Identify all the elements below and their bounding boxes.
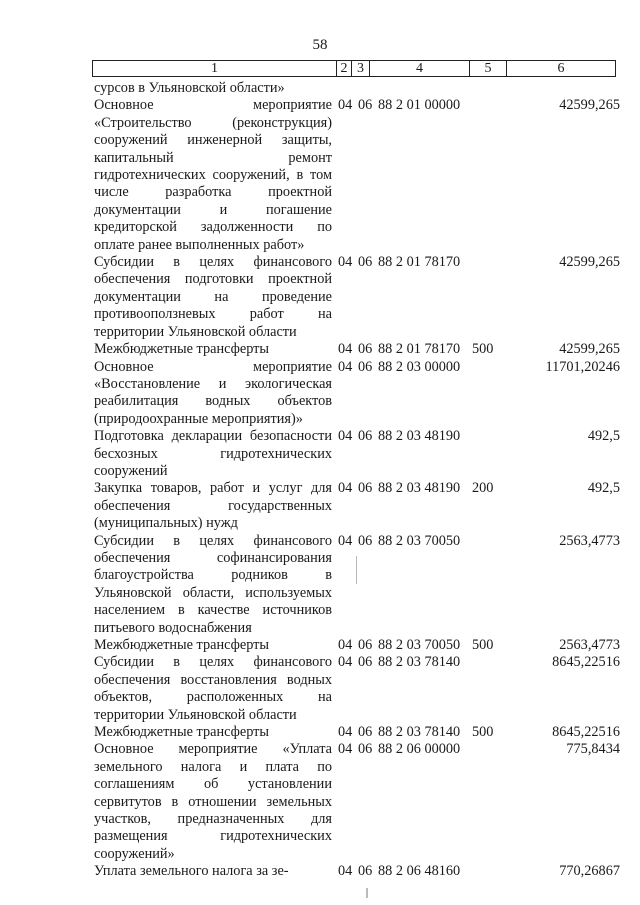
row-subsection: 06 xyxy=(358,254,373,271)
row-name: Межбюджетные трансферты xyxy=(94,341,270,358)
row-target-code xyxy=(378,80,472,97)
row-name: Субсидии в целях финансового обеспечения подготовки проектной документации на проведение противооползневых работ на территории Ульяновской области xyxy=(94,254,332,340)
row-amount: 770,26867 xyxy=(559,863,620,880)
row-subsection xyxy=(358,80,378,97)
row-subsection: 06 xyxy=(358,863,373,880)
row-target-code: 88 2 03 48190 xyxy=(378,428,461,445)
row-expense-type: 500 xyxy=(472,637,494,653)
page-number: 58 xyxy=(312,37,328,53)
row-amount: 492,5 xyxy=(587,428,620,445)
table-row xyxy=(0,97,640,254)
row-section: 04 xyxy=(338,637,353,653)
row-target-code: 88 2 06 48160 xyxy=(378,863,461,880)
header-col-5: 5 xyxy=(470,61,507,76)
row-target-code: 88 2 03 48190 xyxy=(378,480,461,497)
header-col-4: 4 xyxy=(370,61,470,76)
row-section: 04 xyxy=(338,480,353,497)
row-expense-type xyxy=(472,254,502,341)
table-row xyxy=(0,741,640,863)
row-expense-type: 500 xyxy=(472,724,494,741)
row-subsection: 06 xyxy=(358,532,373,549)
row-expense-type xyxy=(472,97,502,254)
table-row xyxy=(0,341,640,358)
row-subsection: 06 xyxy=(358,428,373,445)
row-expense-type: 500 xyxy=(472,341,494,358)
row-name: Основное мероприятие «Строительство (реконструкция) сооружений инженерной защиты, капитальный ремонт гидротехнических сооружений, в том числе разработка проектной документации и погашение кредиторской задолженности по оплате ранее выполненных работ» xyxy=(94,97,332,253)
row-subsection: 06 xyxy=(358,637,373,653)
row-amount: 775,8434 xyxy=(566,741,620,758)
row-target-code: 88 2 03 78140 xyxy=(378,654,461,671)
row-name: Основное мероприятие «Восстановление и экологическая реабилитация водных объектов (природоохранные мероприятия)» xyxy=(94,358,332,427)
header-col-6: 6 xyxy=(557,61,565,76)
budget-table-body xyxy=(0,80,640,881)
row-name: сурсов в Ульяновской области» xyxy=(94,80,285,96)
row-section: 04 xyxy=(338,741,353,758)
row-subsection: 06 xyxy=(358,654,373,671)
row-section: 04 xyxy=(338,358,353,375)
table-row xyxy=(0,359,640,429)
table-row xyxy=(0,724,640,741)
row-amount: 2563,4773 xyxy=(559,532,620,549)
table-header xyxy=(92,60,616,77)
row-section: 04 xyxy=(338,654,353,671)
row-amount: 492,5 xyxy=(587,480,620,497)
row-target-code: 88 2 03 70050 xyxy=(378,637,461,653)
row-amount: 11701,20246 xyxy=(545,358,620,375)
row-name: Субсидии в целях финансового обеспечения восстановления водных объектов, расположенных на территории Ульяновской области xyxy=(94,654,332,723)
row-section: 04 xyxy=(338,97,353,114)
row-name: Подготовка декларации безопасности бесхозных гидротехнических сооружений xyxy=(94,428,332,479)
row-target-code: 88 2 03 00000 xyxy=(378,358,461,375)
row-subsection: 06 xyxy=(358,480,373,497)
row-section: 04 xyxy=(338,532,353,549)
row-subsection: 06 xyxy=(358,358,373,375)
table-row xyxy=(0,480,640,532)
row-expense-type xyxy=(472,533,502,637)
row-expense-type: 200 xyxy=(472,480,494,497)
row-target-code: 88 2 01 78170 xyxy=(378,341,461,358)
row-section: 04 xyxy=(338,341,353,358)
row-expense-type xyxy=(472,741,502,863)
row-target-code: 88 2 01 00000 xyxy=(378,97,461,114)
row-subsection: 06 xyxy=(358,97,373,114)
row-expense-type xyxy=(472,654,502,724)
scan-mark xyxy=(356,556,357,584)
table-row xyxy=(0,254,640,341)
row-subsection: 06 xyxy=(358,341,373,358)
scan-mark xyxy=(366,888,368,898)
row-section: 04 xyxy=(338,428,353,445)
table-row xyxy=(0,428,640,480)
row-expense-type xyxy=(472,863,502,880)
row-amount: 42599,265 xyxy=(559,254,620,271)
row-amount: 8645,22516 xyxy=(552,724,620,741)
row-target-code: 88 2 03 70050 xyxy=(378,532,461,549)
row-section: 04 xyxy=(338,724,353,741)
row-amount xyxy=(502,80,620,97)
row-section: 04 xyxy=(338,863,353,880)
row-amount: 42599,265 xyxy=(559,341,620,358)
header-col-2: 2 xyxy=(337,61,352,76)
row-amount: 8645,22516 xyxy=(552,654,620,671)
row-expense-type xyxy=(472,80,502,97)
header-col-3: 3 xyxy=(352,61,370,76)
row-expense-type xyxy=(472,359,502,429)
row-name: Основное мероприятие «Уплата земельного налога и плата по соглашениям об установлении сервитутов в отношении земельных участков, предназначенных для размещения гидротехнических сооружений» xyxy=(94,741,332,862)
row-target-code: 88 2 01 78170 xyxy=(378,254,461,271)
row-section: 04 xyxy=(338,254,353,271)
row-name: Межбюджетные трансферты xyxy=(94,724,270,741)
row-amount: 42599,265 xyxy=(559,97,620,114)
row-name: Закупка товаров, работ и услуг для обеспечения государственных (муниципальных) нужд xyxy=(94,480,332,532)
table-row xyxy=(0,654,640,724)
row-target-code: 88 2 03 78140 xyxy=(378,724,461,741)
table-row xyxy=(0,637,640,654)
row-name: Межбюджетные трансферты xyxy=(94,637,270,653)
row-section xyxy=(338,80,358,97)
row-name: Уплата земельного налога за зе- xyxy=(94,863,289,880)
header-col-1: 1 xyxy=(93,61,337,76)
row-expense-type xyxy=(472,428,502,480)
table-row xyxy=(0,533,640,637)
row-subsection: 06 xyxy=(358,741,373,758)
row-name: Субсидии в целях финансового обеспечения софинансирования благоустройства родников в Ульяновской области, используемых населением в качестве источников питьевого водоснабжения xyxy=(94,532,332,636)
row-target-code: 88 2 06 00000 xyxy=(378,741,461,758)
table-row xyxy=(0,80,640,97)
row-subsection: 06 xyxy=(358,724,373,741)
table-row xyxy=(0,863,640,880)
row-amount: 2563,4773 xyxy=(559,637,620,653)
